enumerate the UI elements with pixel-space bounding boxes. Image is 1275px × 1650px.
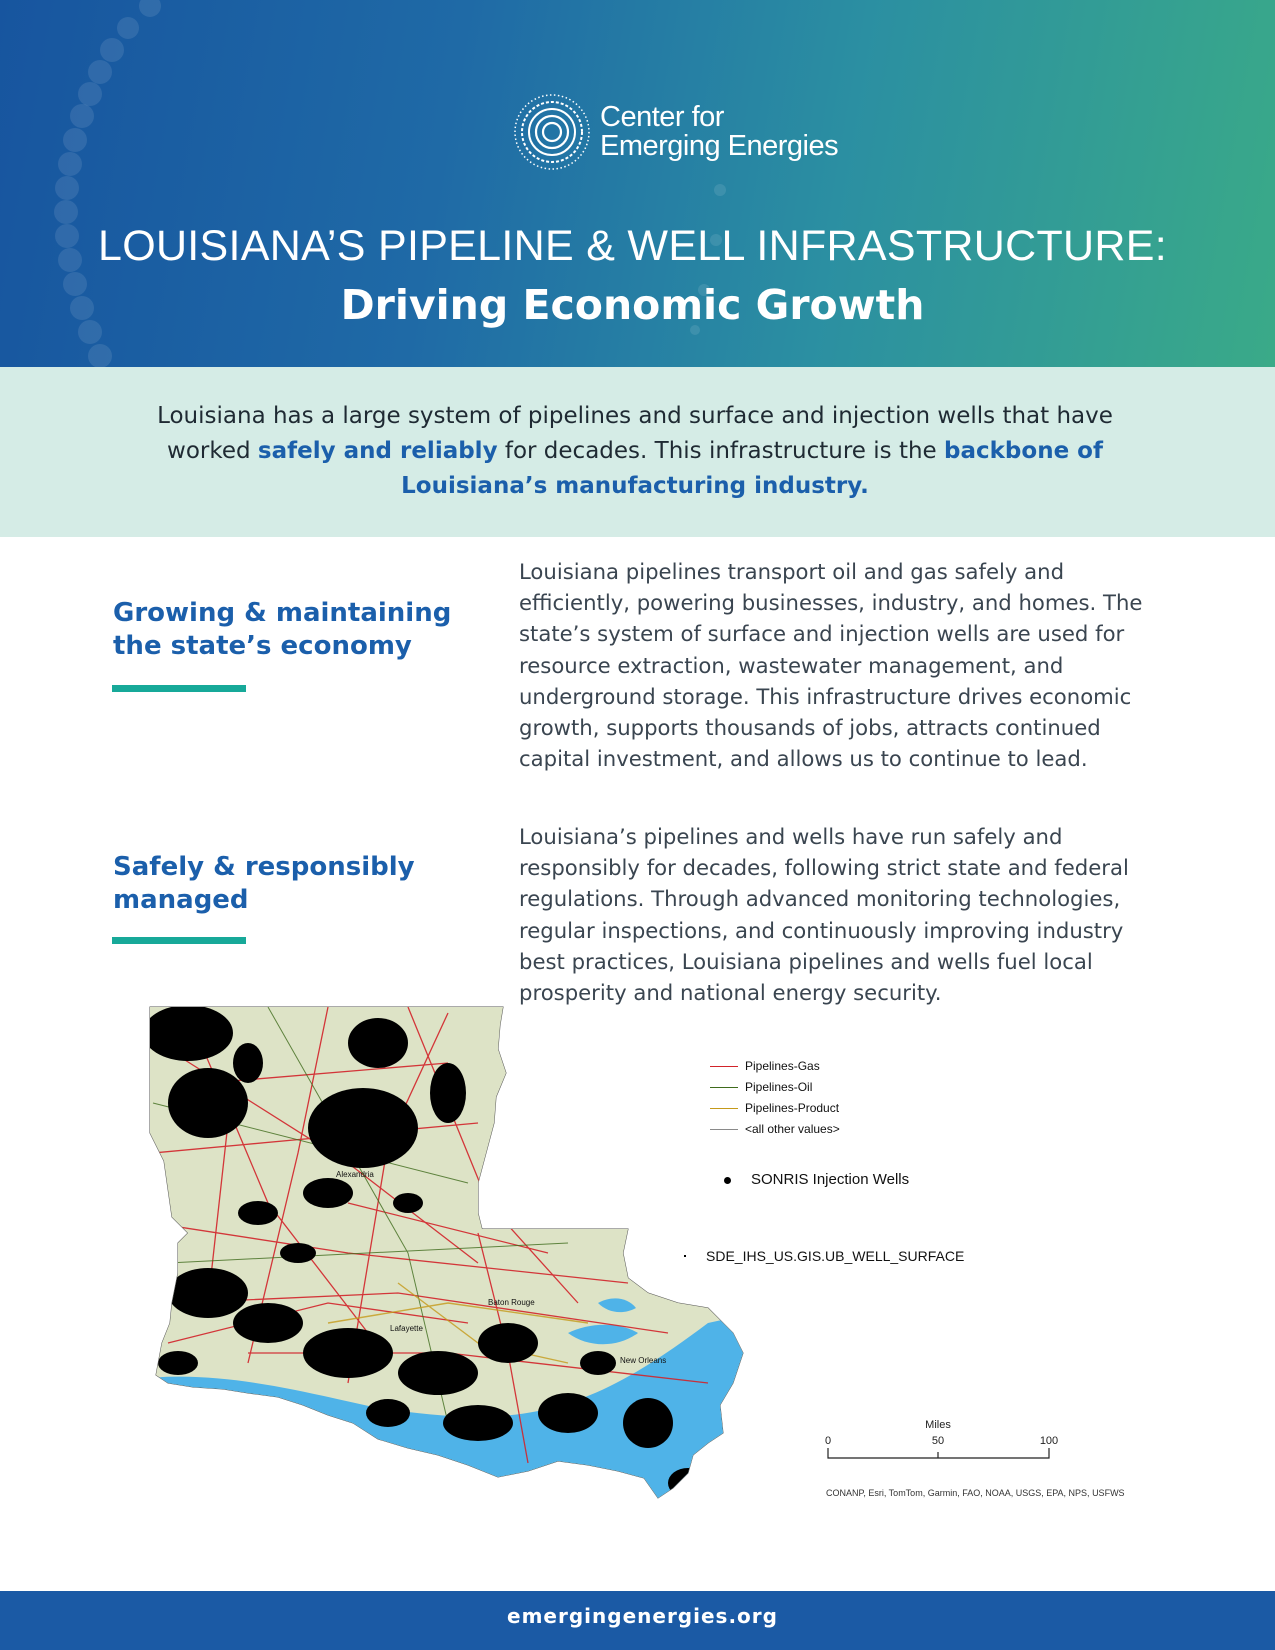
city-label: New Orleans [620,1356,667,1365]
map-credits: CONANP, Esri, TomTom, Garmin, FAO, NOAA, USGS, EPA, NPS, USFWS [826,1488,1125,1498]
city-label: Lafayette [390,1324,423,1333]
map-legend [706,1055,1210,1265]
legend-label: <all other values> [745,1122,840,1136]
section-heading-safety: Safely & responsibly managed [113,852,415,915]
logo-line-1: Center for [600,101,724,133]
legend-item-surface-wells [684,1248,964,1264]
section-body-safety: Louisiana’s pipelines and wells have run safely and responsibly for decades, following strict state and federal regulations. Through advanced monitoring technologies, regular inspections, and continuously improving industry best practices, Louisiana pipelines and wells fuel local prosperity and national energy security. [519,824,1129,1006]
well-dot-icon [724,1177,731,1184]
intro-text-part-1: Louisiana has a large system of pipelines and surface and injection wells that have worked [157,403,1113,464]
legend-swatch [710,1108,738,1109]
legend-item-injection-wells [724,1171,909,1189]
scale-title: Miles [925,1419,951,1431]
legend-swatch [710,1066,738,1067]
section-heading-economy: Growing & maintaining the state’s economy [113,598,452,661]
header-banner [0,0,1275,367]
logo-text [600,103,838,161]
map-scale-bar [820,1417,1060,1462]
intro-statement [120,399,1150,504]
legend-swatch [710,1087,738,1088]
legend-item-oil [710,1080,812,1094]
intro-band [0,367,1275,537]
footer [0,1591,1275,1650]
section-divider-economy [112,685,246,692]
legend-label: Pipelines-Product [745,1101,840,1115]
legend-label: SDE_IHS_US.GIS.UB_WELL_SURFACE [706,1248,965,1264]
legend-item-other [710,1122,840,1136]
legend-label: Pipelines-Oil [745,1080,813,1094]
legend-label: SONRIS Injection Wells [751,1171,910,1188]
section-body-economy: Louisiana pipelines transport oil and gas safely and efficiently, powering businesses, industry, and homes. The state’s system of surface and injection wells are used for resource extraction, wastewater management, and underground storage. This infrastructure drives economic growth, supports thousands of jobs, attracts continued capital investment, and allows us to continue to lead. [519,559,1143,772]
logo-rings-icon [512,92,592,172]
logo-line-2: Emerging Energies [600,130,839,162]
intro-highlight-safely: safely and reliably [257,438,498,464]
page-title: LOUISIANA’S PIPELINE & WELL INFRASTRUCTURE: [97,222,1167,270]
city-label: Alexandria [336,1170,374,1179]
logo [512,92,838,172]
scale-tick-label: 50 [931,1435,945,1447]
intro-highlight-backbone: backbone of Louisiana’s manufacturing industry. [401,438,1103,499]
legend-swatch [710,1129,738,1130]
footer-website-link[interactable]: emergingenergies.org [507,1604,778,1628]
surface-well-dot-icon [684,1255,686,1257]
intro-text-part-2: for decades. This infrastructure is the [497,438,945,464]
scale-tick-label: 0 [824,1435,832,1447]
page-subtitle: Driving Economic Growth [340,281,925,329]
legend-label: Pipelines-Gas [745,1059,820,1073]
legend-item-product [710,1101,839,1115]
scale-tick-label: 100 [1039,1435,1059,1447]
legend-item-gas [710,1059,820,1073]
section-divider-safety [112,937,246,944]
city-label: Baton Rouge [488,1298,535,1307]
